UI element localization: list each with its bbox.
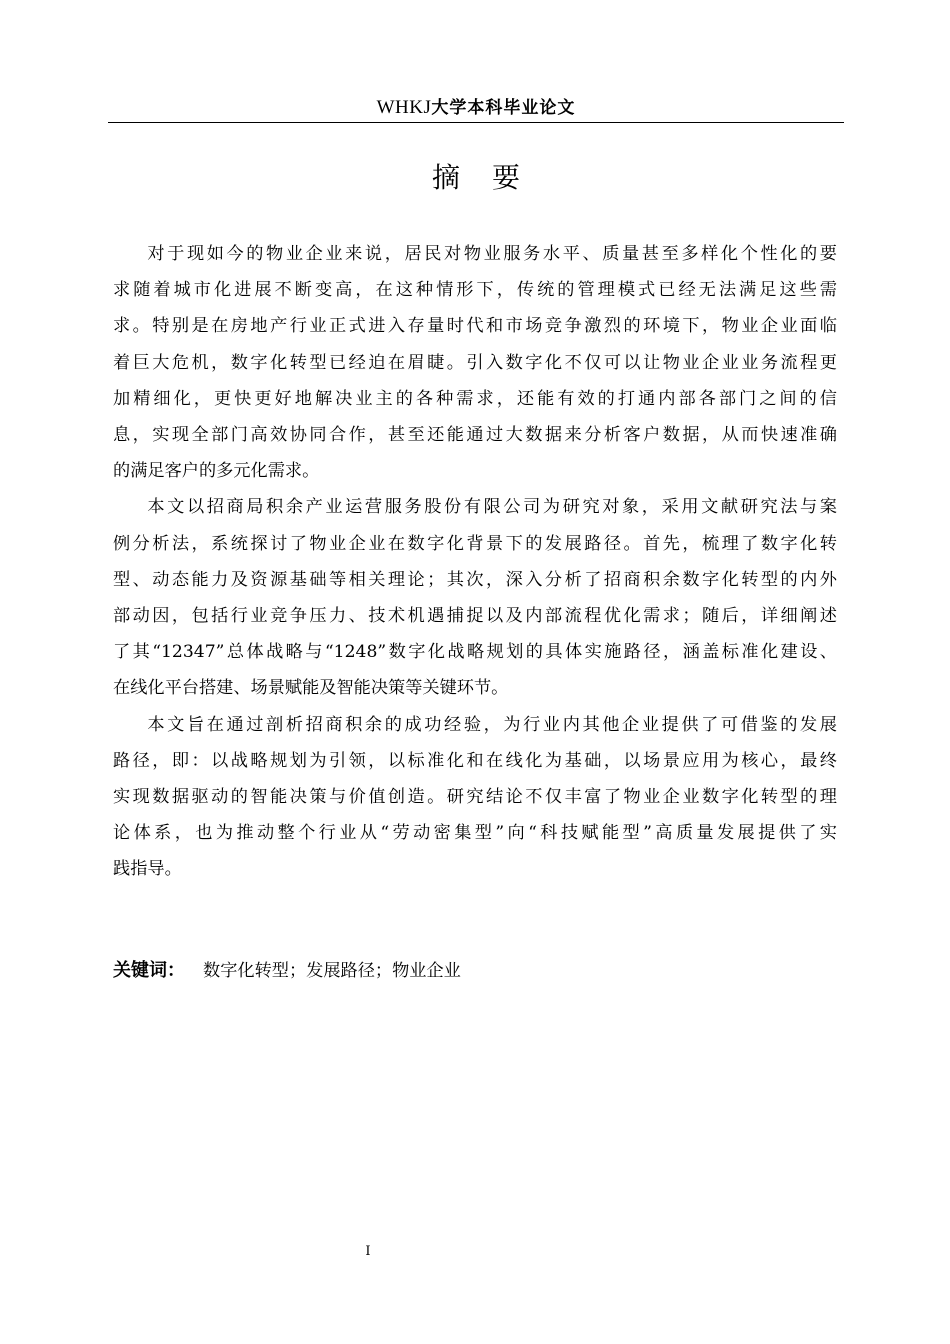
header-title: 大学本科毕业论文 [431,98,576,118]
abstract-paragraph-2 [113,489,837,706]
paragraph-line: 本文以招商局积余产业运营服务股份有限公司为研究对象，采用文献研究法与案 [147,497,837,518]
paragraph-line: 加精细化，更快更好地解决业主的各种需求，还能有效的打通内部各部门之间的信 [113,388,837,409]
abstract-paragraph-1 [113,236,837,489]
paragraph-line: 在线化平台搭建、场景赋能及智能决策等关键环节。 [113,678,509,699]
paragraph-line: 论体系，也为推动整个行业从“劳动密集型”向“科技赋能型”高质量发展提供了实 [113,823,837,844]
paragraph-line: 的满足客户的多元化需求。 [113,461,320,482]
keywords [113,956,461,986]
running-header [108,96,844,120]
paragraph-line: 本文旨在通过剖析招商积余的成功经验，为行业内其他企业提供了可借鉴的发展 [147,714,837,735]
paragraph-line: 求随着城市化进展不断变高，在这种情形下，传统的管理模式已经无法满足这些需 [113,280,837,301]
paragraph-line: 着巨大危机，数字化转型已经迫在眉睫。引入数字化不仅可以让物业企业业务流程更 [113,352,837,373]
page-number: I [365,1244,371,1259]
paragraph-line: 了其“12347”总体战略与“1248”数字化战略规划的具体实施路径，涵盖标准化建设、 [113,642,837,663]
paragraph-line: 息，实现全部门高效协同合作，甚至还能通过大数据来分析客户数据，从而快速准确 [113,425,837,446]
paragraph-line: 例分析法，系统探讨了物业企业在数字化背景下的发展路径。首先，梳理了数字化转 [113,533,837,554]
paragraph-line: 路径，即：以战略规划为引领，以标准化和在线化为基础，以场景应用为核心，最终 [113,750,837,771]
paragraph-line: 实现数据驱动的智能决策与价值创造。研究结论不仅丰富了物业企业数字化转型的理 [113,787,837,808]
header-rule [108,122,844,123]
keywords-label: 关键词： [113,960,185,981]
abstract-paragraph-3 [113,707,837,888]
paragraph-line: 型、动态能力及资源基础等相关理论；其次，深入分析了招商积余数字化转型的内外 [113,569,837,590]
abstract-body [113,236,837,888]
header-prefix: WHKJ [376,97,432,118]
abstract-title: 摘要 [431,161,552,194]
paragraph-line: 践指导。 [113,859,182,880]
paragraph-line: 部动因，包括行业竞争压力、技术机遇捕捉以及内部流程优化需求；随后，详细阐述 [113,606,837,627]
paragraph-line: 求。特别是在房地产行业正式进入存量时代和市场竞争激烈的环境下，物业企业面临 [113,316,837,337]
keywords-value: 数字化转型；发展路径；物业企业 [203,961,461,981]
paragraph-line: 对于现如今的物业企业来说，居民对物业服务水平、质量甚至多样化个性化的要 [147,244,837,264]
